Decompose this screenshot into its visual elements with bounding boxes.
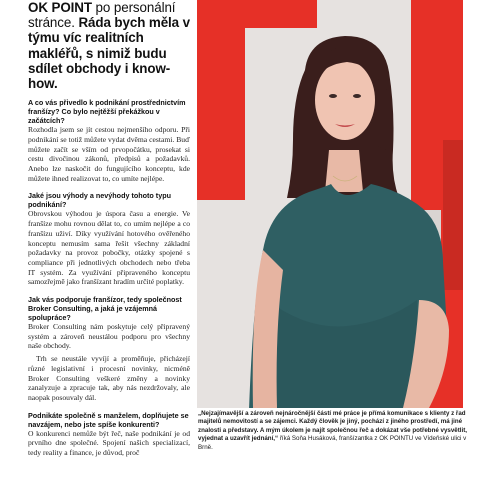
headline-middle: po personální stránce. <box>28 0 176 31</box>
answer-4: O konkurenci nemůže být řeč, naše podnikání je od prvního dne společné. Spojení našich specializací, tedy reality a finance, je důvod, proč <box>28 428 190 458</box>
photo-caption <box>198 410 470 452</box>
portrait-photo <box>197 0 463 408</box>
question-1: A co vás přivedlo k podnikání prostřednictvím franšízy? Co bylo nejtěžší překážkou v začátcích? <box>28 98 186 126</box>
interview <box>28 98 190 458</box>
headline-brand: OK POINT <box>28 0 92 15</box>
caption-quote: „Nejzajímavější a zároveň nejnáročnější částí mé práce je přímá komunikace s klienty z řad majitelů nemovitostí a se zájemci. Každý člověk je jiný, pochází z jiného prostředí, má jiné znalosti a představy. A mým úkolem je najít společnou řeč a dokázat vše potřebné vysvětlit, vyjednat a uzavřít jednání,“ <box>198 410 468 443</box>
answer-1: Rozhodla jsem se jít cestou nejmenšího odporu. Při podnikání se totiž můžete vydat dvěma cestami. Buď můžete začít se vším od prvopočátku, prosekat si cestu divočinou zákonů, předpisů a požadavků. Anebo lze naskočit do fungujícího konceptu, kde můžete ihned realizovat to, co umíte nejlépe. <box>28 125 190 183</box>
caption-attribution: říká Soňa Husáková, franšízantka z OK POINTU ve Vídeňské ulici v Brně. <box>198 435 467 451</box>
woman-portrait <box>197 0 463 408</box>
answer-3a: Broker Consulting nám poskytuje celý připravený systém a zároveň neustálou podporu pro všechny naše obchody. <box>28 322 190 351</box>
article-column <box>28 0 190 466</box>
headline-rest: Ráda bych měla v týmu víc realitních makléřů, s nimiž budu sdílet obchody i know-how. <box>28 15 190 92</box>
question-3: Jak vás podporuje franšízor, tedy společnost Broker Consulting, a jaká je vzájemná spolupráce? <box>28 295 182 323</box>
question-2: Jaké jsou výhody a nevýhody tohoto typu podnikání? <box>28 191 171 210</box>
answer-3b: Trh se neustále vyvíjí a proměňuje, přicházejí různé legislativní i procesní novinky, nicméně Broker Consulting veškeré změny a novinky zanalyzuje a zpracuje tak, aby nás nezdržovaly, ale naopak posouvaly dál. <box>28 354 190 402</box>
answer-2: Obrovskou výhodou je úspora času a energie. Ve franšíze mohu rovnou dělat to, co umím nejlépe a co franšízu uživí. Díky využívání hotového ověřeného konceptu nemusím sama řešit všechny základní požadavky na provoz pobočky, otázky spojené s compliance při jednotlivých obchodech nebo třeba IT systém. Za využívání připraveného konceptu samozřejmě jako franšízant hradím určité poplatky. <box>28 209 190 287</box>
headline <box>28 0 190 91</box>
question-4: Podnikáte společně s manželem, doplňujete se navzájem, nebo jste spíše konkurenti? <box>28 410 189 429</box>
